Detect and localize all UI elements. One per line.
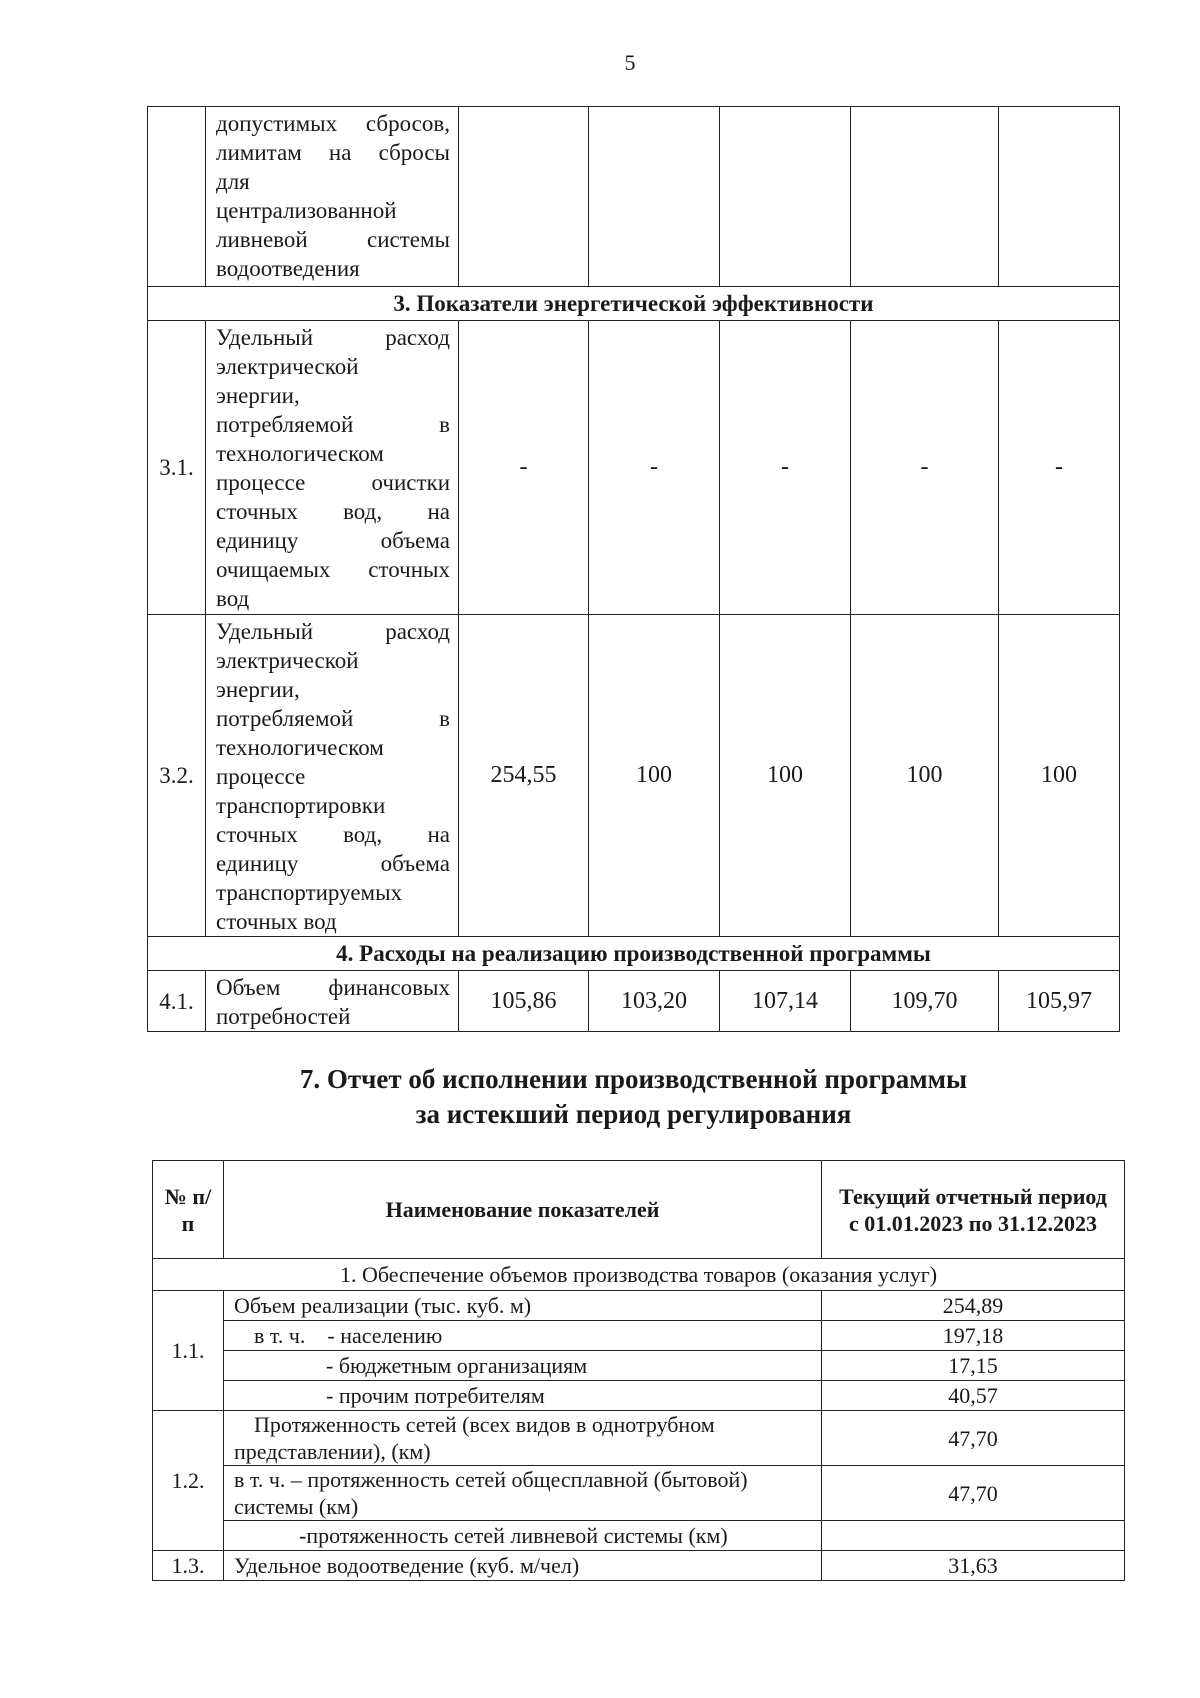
section-row	[153, 1259, 1125, 1291]
table-row	[153, 1411, 1125, 1466]
row-name: - бюджетным организациям	[224, 1351, 822, 1381]
row-name: -протяженность сетей ливневой системы (км)	[224, 1521, 822, 1551]
table-row	[148, 615, 1120, 937]
value-cell: 107,14	[720, 971, 851, 1032]
report-table	[152, 1160, 1125, 1581]
value-cell: -	[459, 321, 589, 615]
row-number: 1.3.	[153, 1551, 224, 1581]
value-cell: 105,97	[999, 971, 1120, 1032]
row-name: в т. ч. – протяженность сетей общесплавной (бытовой) системы (км)	[224, 1466, 822, 1521]
table-row	[153, 1381, 1125, 1411]
row-number: 1.1.	[153, 1291, 224, 1411]
row-name: в т. ч. - населению	[224, 1321, 822, 1351]
value-cell: 100	[589, 615, 720, 937]
section-title: 1. Обеспечение объемов производства товаров (оказания услуг)	[153, 1259, 1125, 1291]
header-name: Наименование показателей	[224, 1161, 822, 1259]
section-title: 3. Показатели энергетической эффективности	[148, 287, 1120, 321]
row-description: Объем финансовых потребностей	[206, 971, 459, 1032]
value-cell	[822, 1521, 1125, 1551]
value-cell: 100	[851, 615, 999, 937]
row-number	[148, 107, 206, 287]
row-description: Удельный расход электрической энергии, потребляемой в технологическом процессе очистки сточных вод, на единицу объема очищаемых сточных вод	[206, 321, 459, 615]
table-row	[153, 1551, 1125, 1581]
table-row	[153, 1466, 1125, 1521]
value-cell: -	[589, 321, 720, 615]
table-row	[153, 1321, 1125, 1351]
section-title: 4. Расходы на реализацию производственной программы	[148, 937, 1120, 971]
heading-line-1: 7. Отчет об исполнении производственной программы	[299, 1064, 968, 1094]
value-cell: 103,20	[589, 971, 720, 1032]
value-cell: 40,57	[822, 1381, 1125, 1411]
table-row	[153, 1291, 1125, 1321]
value-cell: 31,63	[822, 1551, 1125, 1581]
value-cell: -	[999, 321, 1120, 615]
row-number: 3.2.	[148, 615, 206, 937]
value-cell: -	[851, 321, 999, 615]
value-cell: 17,15	[822, 1351, 1125, 1381]
value-cell: 254,89	[822, 1291, 1125, 1321]
row-name: Протяженность сетей (всех видов в однотрубном представлении), (км)	[224, 1411, 822, 1466]
value-cell: -	[720, 321, 851, 615]
row-number: 4.1.	[148, 971, 206, 1032]
row-description: Удельный расход электрической энергии, потребляемой в технологическом процессе транспортировки сточных вод, на единицу объема транспортируемых сточных вод	[206, 615, 459, 937]
value-cell: 254,55	[459, 615, 589, 937]
row-name: - прочим потребителям	[224, 1381, 822, 1411]
header-row	[153, 1161, 1125, 1259]
indicators-table	[147, 106, 1120, 1032]
section-row	[148, 937, 1120, 971]
header-num: № п/п	[153, 1161, 224, 1259]
value-cell: 47,70	[822, 1411, 1125, 1466]
row-number: 1.2.	[153, 1411, 224, 1551]
value-cell: 197,18	[822, 1321, 1125, 1351]
table-row	[148, 971, 1120, 1032]
value-cell: 100	[720, 615, 851, 937]
row-number: 3.1.	[148, 321, 206, 615]
section-row	[148, 287, 1120, 321]
value-cell: 105,86	[459, 971, 589, 1032]
value-cell: 100	[999, 615, 1120, 937]
row-name: Объем реализации (тыс. куб. м)	[224, 1291, 822, 1321]
table-row	[148, 107, 1120, 287]
table-row	[153, 1521, 1125, 1551]
heading-line-2: за истекший период регулирования	[415, 1099, 852, 1129]
table-row	[153, 1351, 1125, 1381]
value-cell: 109,70	[851, 971, 999, 1032]
table-row	[148, 321, 1120, 615]
value-cell: 47,70	[822, 1466, 1125, 1521]
page-number: 5	[624, 50, 636, 75]
section-heading	[147, 1062, 1120, 1132]
row-description: допустимых сбросов, лимитам на сбросы для централизованной ливневой системы водоотведения	[206, 107, 459, 287]
header-value: Текущий отчетный период с 01.01.2023 по 31.12.2023	[822, 1161, 1125, 1259]
row-name: Удельное водоотведение (куб. м/чел)	[224, 1551, 822, 1581]
